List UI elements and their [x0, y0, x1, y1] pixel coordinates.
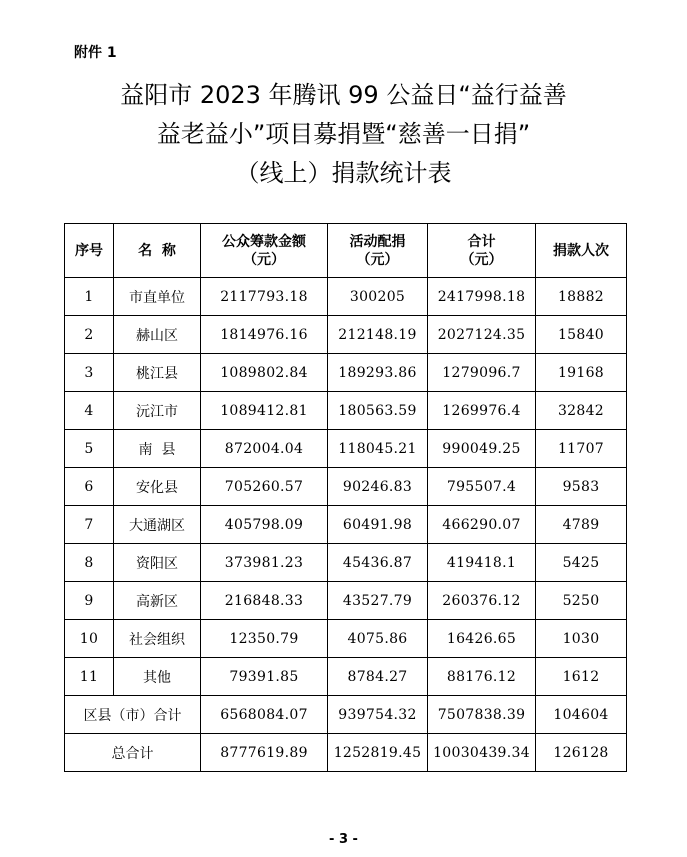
header-matching: [328, 224, 428, 278]
row-donors: 15840: [536, 316, 627, 354]
row-donors: 18882: [536, 278, 627, 316]
row-matching: 45436.87: [328, 544, 428, 582]
row-matching: 212148.19: [328, 316, 428, 354]
row-index: 10: [65, 620, 114, 658]
header-matching-label: 活动配捐: [349, 233, 406, 250]
row-total: 795507.4: [428, 468, 536, 506]
title-line-2: 益老益小”项目募捐暨“慈善一日捐”: [156, 120, 531, 148]
row-matching: 8784.27: [328, 658, 428, 696]
row-name: 赫山区: [114, 316, 201, 354]
header-matching-unit: （元）: [356, 251, 399, 268]
header-donors: 捐款人次: [536, 224, 627, 278]
row-matching: 180563.59: [328, 392, 428, 430]
row-matching: 189293.86: [328, 354, 428, 392]
subtotal-public-amount: 6568084.07: [201, 696, 328, 734]
row-donors: 32842: [536, 392, 627, 430]
row-name: 沅江市: [114, 392, 201, 430]
table-row: [65, 658, 627, 696]
table-row: [65, 316, 627, 354]
row-donors: 1612: [536, 658, 627, 696]
row-donors: 11707: [536, 430, 627, 468]
header-public-amount: [201, 224, 328, 278]
row-name: 社会组织: [114, 620, 201, 658]
row-donors: 5250: [536, 582, 627, 620]
row-total: 1269976.4: [428, 392, 536, 430]
row-index: 5: [65, 430, 114, 468]
subtotal-label: 区县（市）合计: [65, 696, 201, 734]
table-row: [65, 278, 627, 316]
header-name: 名 称: [114, 224, 201, 278]
row-matching: 300205: [328, 278, 428, 316]
row-index: 11: [65, 658, 114, 696]
table-header-row: [65, 224, 627, 278]
subtotal-row: [65, 696, 627, 734]
subtotal-donors: 104604: [536, 696, 627, 734]
row-public-amount: 872004.04: [201, 430, 328, 468]
row-index: 6: [65, 468, 114, 506]
title-line-1: 益阳市 2023 年腾讯 99 公益日“益行益善: [120, 81, 567, 109]
subtotal-total: 7507838.39: [428, 696, 536, 734]
row-index: 9: [65, 582, 114, 620]
row-name: 南 县: [114, 430, 201, 468]
attachment-label: 附件 1: [74, 45, 117, 61]
row-name: 其他: [114, 658, 201, 696]
row-total: 88176.12: [428, 658, 536, 696]
grand-total-public-amount: 8777619.89: [201, 734, 328, 772]
table-row: [65, 430, 627, 468]
row-matching: 43527.79: [328, 582, 428, 620]
row-donors: 5425: [536, 544, 627, 582]
row-index: 4: [65, 392, 114, 430]
row-total: 2027124.35: [428, 316, 536, 354]
header-total-unit: （元）: [460, 251, 503, 268]
row-public-amount: 216848.33: [201, 582, 328, 620]
header-total-label: 合计: [467, 233, 496, 250]
subtotal-matching: 939754.32: [328, 696, 428, 734]
row-public-amount: 705260.57: [201, 468, 328, 506]
table-row: [65, 506, 627, 544]
row-index: 3: [65, 354, 114, 392]
header-public-amount-label: 公众筹款金额: [222, 233, 306, 250]
row-name: 安化县: [114, 468, 201, 506]
row-total: 2417998.18: [428, 278, 536, 316]
header-index: 序号: [65, 224, 114, 278]
row-matching: 4075.86: [328, 620, 428, 658]
row-donors: 4789: [536, 506, 627, 544]
header-total: [428, 224, 536, 278]
row-matching: 118045.21: [328, 430, 428, 468]
row-total: 16426.65: [428, 620, 536, 658]
row-matching: 60491.98: [328, 506, 428, 544]
row-total: 466290.07: [428, 506, 536, 544]
row-donors: 19168: [536, 354, 627, 392]
row-index: 8: [65, 544, 114, 582]
donation-statistics-table: [64, 223, 627, 772]
row-index: 1: [65, 278, 114, 316]
row-name: 桃江县: [114, 354, 201, 392]
table-row: [65, 468, 627, 506]
row-public-amount: 405798.09: [201, 506, 328, 544]
row-public-amount: 1814976.16: [201, 316, 328, 354]
row-index: 2: [65, 316, 114, 354]
row-public-amount: 1089802.84: [201, 354, 328, 392]
page-number: - 3 -: [329, 832, 358, 847]
grand-total-label: 总合计: [65, 734, 201, 772]
table-row: [65, 620, 627, 658]
row-donors: 9583: [536, 468, 627, 506]
row-public-amount: 79391.85: [201, 658, 328, 696]
grand-total-row: [65, 734, 627, 772]
row-public-amount: 373981.23: [201, 544, 328, 582]
table-row: [65, 392, 627, 430]
row-public-amount: 2117793.18: [201, 278, 328, 316]
row-total: 990049.25: [428, 430, 536, 468]
grand-total-matching: 1252819.45: [328, 734, 428, 772]
header-public-amount-unit: （元）: [243, 251, 285, 268]
row-name: 市直单位: [114, 278, 201, 316]
grand-total-donors: 126128: [536, 734, 627, 772]
row-matching: 90246.83: [328, 468, 428, 506]
document-title: [0, 76, 687, 193]
row-name: 大通湖区: [114, 506, 201, 544]
row-name: 高新区: [114, 582, 201, 620]
table-row: [65, 544, 627, 582]
grand-total-total: 10030439.34: [428, 734, 536, 772]
row-public-amount: 1089412.81: [201, 392, 328, 430]
title-line-3: （线上）捐款统计表: [235, 159, 452, 187]
table-row: [65, 354, 627, 392]
row-total: 260376.12: [428, 582, 536, 620]
row-public-amount: 12350.79: [201, 620, 328, 658]
table-row: [65, 582, 627, 620]
row-donors: 1030: [536, 620, 627, 658]
row-total: 1279096.7: [428, 354, 536, 392]
row-total: 419418.1: [428, 544, 536, 582]
row-index: 7: [65, 506, 114, 544]
row-name: 资阳区: [114, 544, 201, 582]
